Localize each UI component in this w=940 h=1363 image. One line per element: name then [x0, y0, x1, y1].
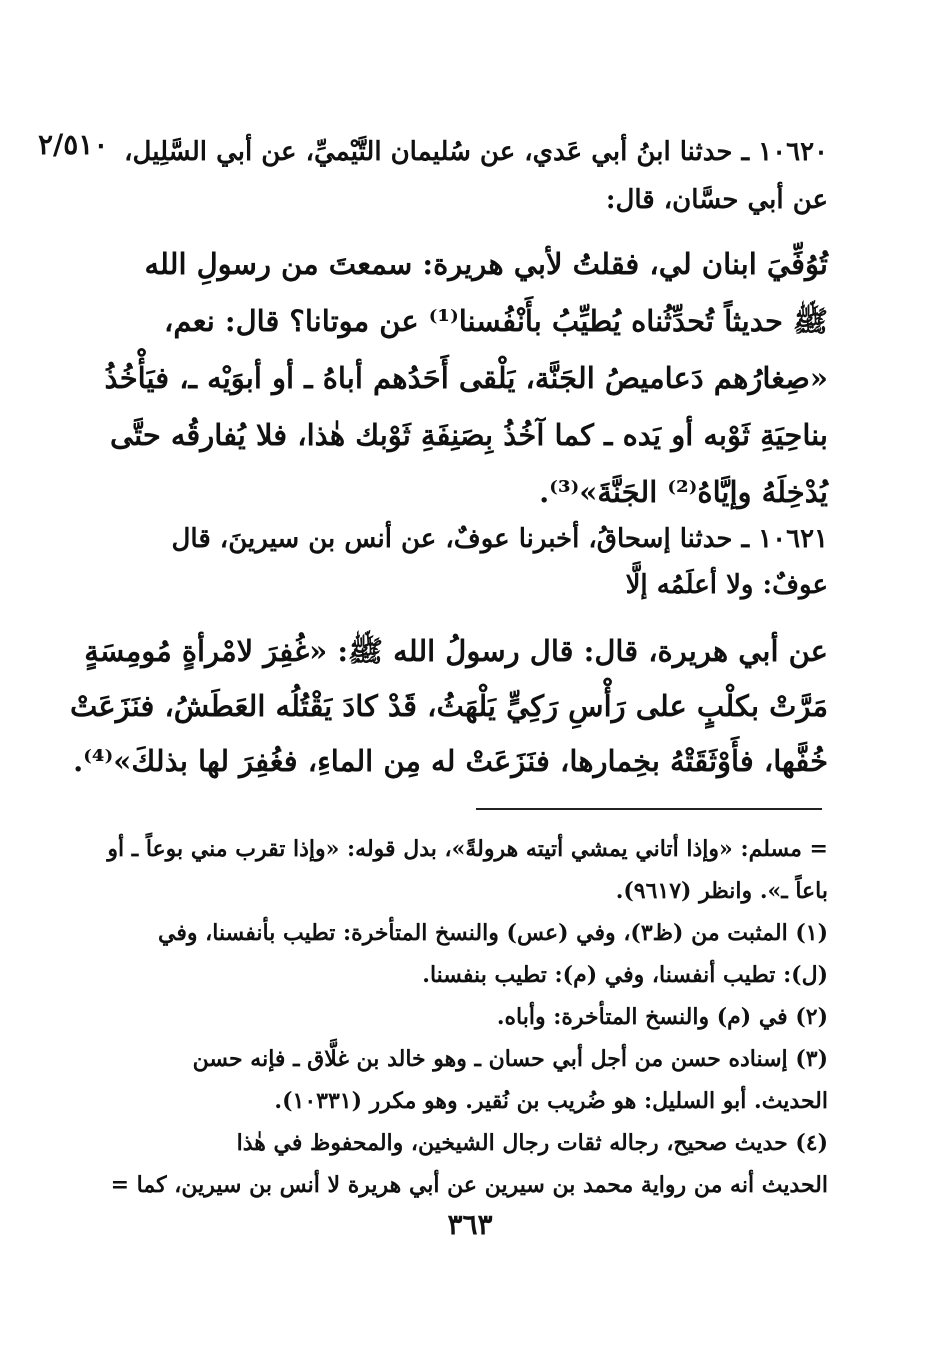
footnote-line: (١) المثبت من (ظ٣)، وفي (عس) والنسخ المتأخرة: تطيب بأنفسنا، وفي: [158, 920, 828, 946]
footnote-line: = مسلم: «وإذا أتاني يمشي أتيته هرولةً»، بدل قوله: «وإذا تقرب مني بوعاً ـ أو: [107, 836, 828, 862]
matn-line: ﷺ حديثاً تُحدِّثُناه يُطيِّبُ بأَنْفُسنا⁽¹⁾ عن موتانا؟ قال: نعم،: [164, 304, 828, 338]
matn-line: عن أبي هريرة، قال: قال رسولُ الله ﷺ: «غُفِرَ لامْرأةٍ مُومِسَةٍ: [84, 634, 828, 668]
footnote-line: باعاً ـ». وانظر (٩٦١٧).: [615, 878, 828, 904]
hadith-10620-matn: [104, 236, 828, 521]
footnote-line: (ل): تطيب أنفسنا، وفي (م): تطيب بنفسنا.: [422, 962, 828, 988]
hadith-10621-isnad: [138, 516, 828, 608]
page-number: ٣٦٣: [447, 1208, 493, 1241]
matn-line: تُوُفِّيَ ابنان لي، فقلتُ لأبي هريرة: سمعتَ من رسولِ الله: [144, 247, 828, 281]
matn-line: بناحِيَةِ ثَوْبه أو يَده ـ كما آخُذُ بِصَنِفَةِ ثَوْبك هٰذا، فلا يُفارقُه حتَّى: [109, 418, 828, 452]
isnad-line: ١٠٦٢٠ ـ حدثنا ابنُ أبي عَدي، عن سُليمان التَّيْميِّ، عن أبي السَّلِيل،: [124, 137, 828, 167]
isnad-line: عوفٌ: ولا أعلَمُه إلَّا: [625, 570, 828, 600]
isnad-line: ١٠٦٢١ ـ حدثنا إسحاقُ، أخبرنا عوفٌ، عن أنس بن سيرينَ، قال: [171, 524, 828, 554]
footnote-line: (٢) في (م) والنسخ المتأخرة: وأباه.: [496, 1004, 828, 1030]
footnote-line: (٣) إسناده حسن من أجل أبي حسان ـ وهو خالد بن غلَّاق ـ فإنه حسن: [192, 1046, 828, 1072]
matn-line: مَرَّتْ بكلْبٍ على رَأْسِ رَكِيٍّ يَلْهَثُ، قَدْ كادَ يَقْتُلُه العَطَشُ، فنَزَعَتْ: [69, 689, 828, 723]
footnote-divider: [476, 808, 822, 810]
footnotes: [107, 828, 828, 1206]
matn-line: يُدْخِلَهُ وإيَّاهُ⁽²⁾ الجَنَّةَ»⁽³⁾.: [539, 475, 828, 509]
hadith-10621-matn: [69, 624, 828, 789]
hadith-10620-isnad: [124, 128, 828, 224]
isnad-line: عن أبي حسَّان، قال:: [605, 185, 828, 215]
footnote-line: الحديث. أبو السليل: هو ضُريب بن نُقير. وهو مكرر (١٠٣٣١).: [274, 1088, 828, 1114]
matn-line: خُفَّها، فأَوْثَقَتْهُ بخِمارها، فنَزَعَتْ له مِن الماءِ، فغُفِرَ لها بذلكَ»⁽⁴⁾.: [73, 744, 828, 778]
matn-line: «صِغارُهم دَعاميصُ الجَنَّة، يَلْقى أَحَدُهم أباهُ ـ أو أبوَيْه ـ، فيَأْخُذُ: [104, 361, 828, 395]
volume-page-reference: ٢/٥١٠: [38, 128, 109, 161]
footnote-line: (٤) حديث صحيح، رجاله ثقات رجال الشيخين، والمحفوظ في هٰذا: [236, 1130, 828, 1156]
footnote-line: الحديث أنه من رواية محمد بن سيرين عن أبي هريرة لا أنس بن سيرين، كما =: [110, 1172, 828, 1198]
